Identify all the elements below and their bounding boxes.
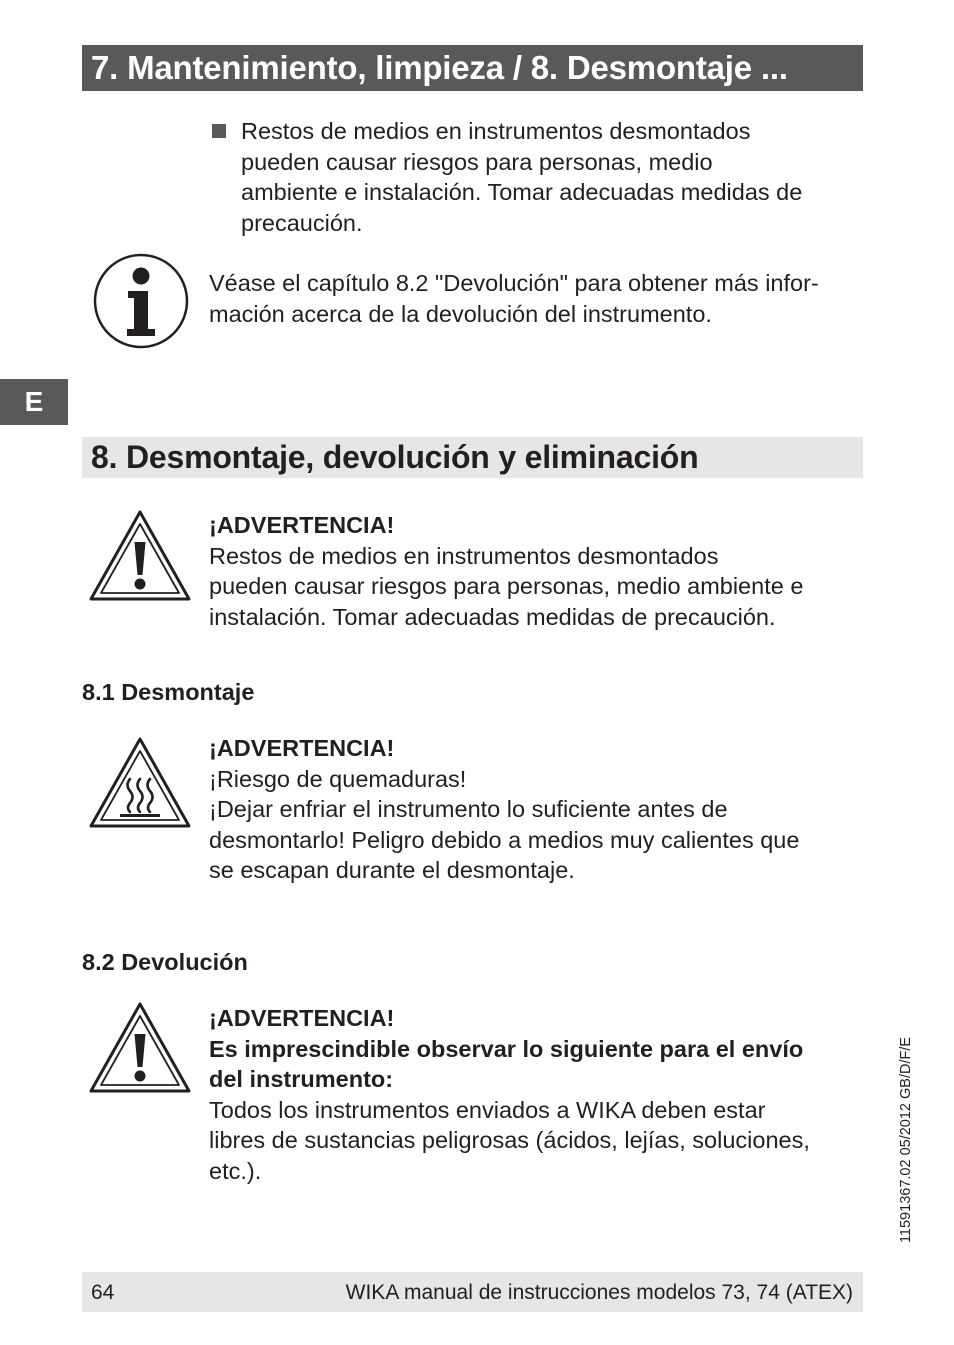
info-paragraph: Véase el capítulo 8.2 "Devolución" para obtener más infor- mación acerca de la devolución del instrumento. (209, 270, 819, 327)
document-code: 11591367.02 05/2012 GB/D/F/E (898, 1036, 914, 1244)
warning-8-1-heading: ¡ADVERTENCIA! (209, 735, 395, 761)
warning-8-2-text: ¡ADVERTENCIA! Es imprescindible observar lo siguiente para el envío del instrumento: Todos los instrumentos enviados a WIKA deben estar libres de sustancias peligrosas (ácidos, lejías, soluciones, etc.). (209, 1005, 810, 1184)
language-tab: E (0, 379, 68, 425)
warning-1-heading: ¡ADVERTENCIA! (209, 512, 395, 538)
section-8-header (82, 437, 863, 478)
warning-1-text: ¡ADVERTENCIA! Restos de medios en instrumentos desmontados pueden causar riesgos para personas, medio ambiente e instalación. Tomar adecuadas medidas de precaución. (209, 512, 804, 630)
section-7-title: 7. Mantenimiento, limpieza / 8. Desmontaje ... (91, 49, 788, 86)
footer (82, 1272, 863, 1312)
info-icon (92, 252, 190, 350)
page-number: 64 (91, 1281, 115, 1304)
section-8-title: 8. Desmontaje, devolución y eliminación (91, 439, 699, 475)
warning-triangle-icon (87, 1000, 193, 1096)
warning-8-1-text: ¡ADVERTENCIA! ¡Riesgo de quemaduras! ¡Dejar enfriar el instrumento lo suficiente antes de desmontarlo! Peligro debido a medios muy calientes que se escapan durante el desmontaje. (209, 735, 800, 883)
warning-8-2-heading: ¡ADVERTENCIA! (209, 1005, 395, 1031)
bullet-square-icon (212, 124, 226, 138)
bullet-paragraph: Restos de medios en instrumentos desmontados pueden causar riesgos para personas, medio ambiente e instalación. Tomar adecuadas medidas de precaución. (241, 118, 803, 236)
warning-triangle-icon (87, 508, 193, 604)
hot-surface-warning-icon (87, 735, 193, 831)
subsection-8-2-title: 8.2 Devolución (82, 949, 248, 975)
section-7-header (82, 45, 863, 91)
subsection-8-1-title: 8.1 Desmontaje (82, 679, 255, 705)
footer-title: WIKA manual de instrucciones modelos 73, 74 (ATEX) (345, 1281, 853, 1304)
